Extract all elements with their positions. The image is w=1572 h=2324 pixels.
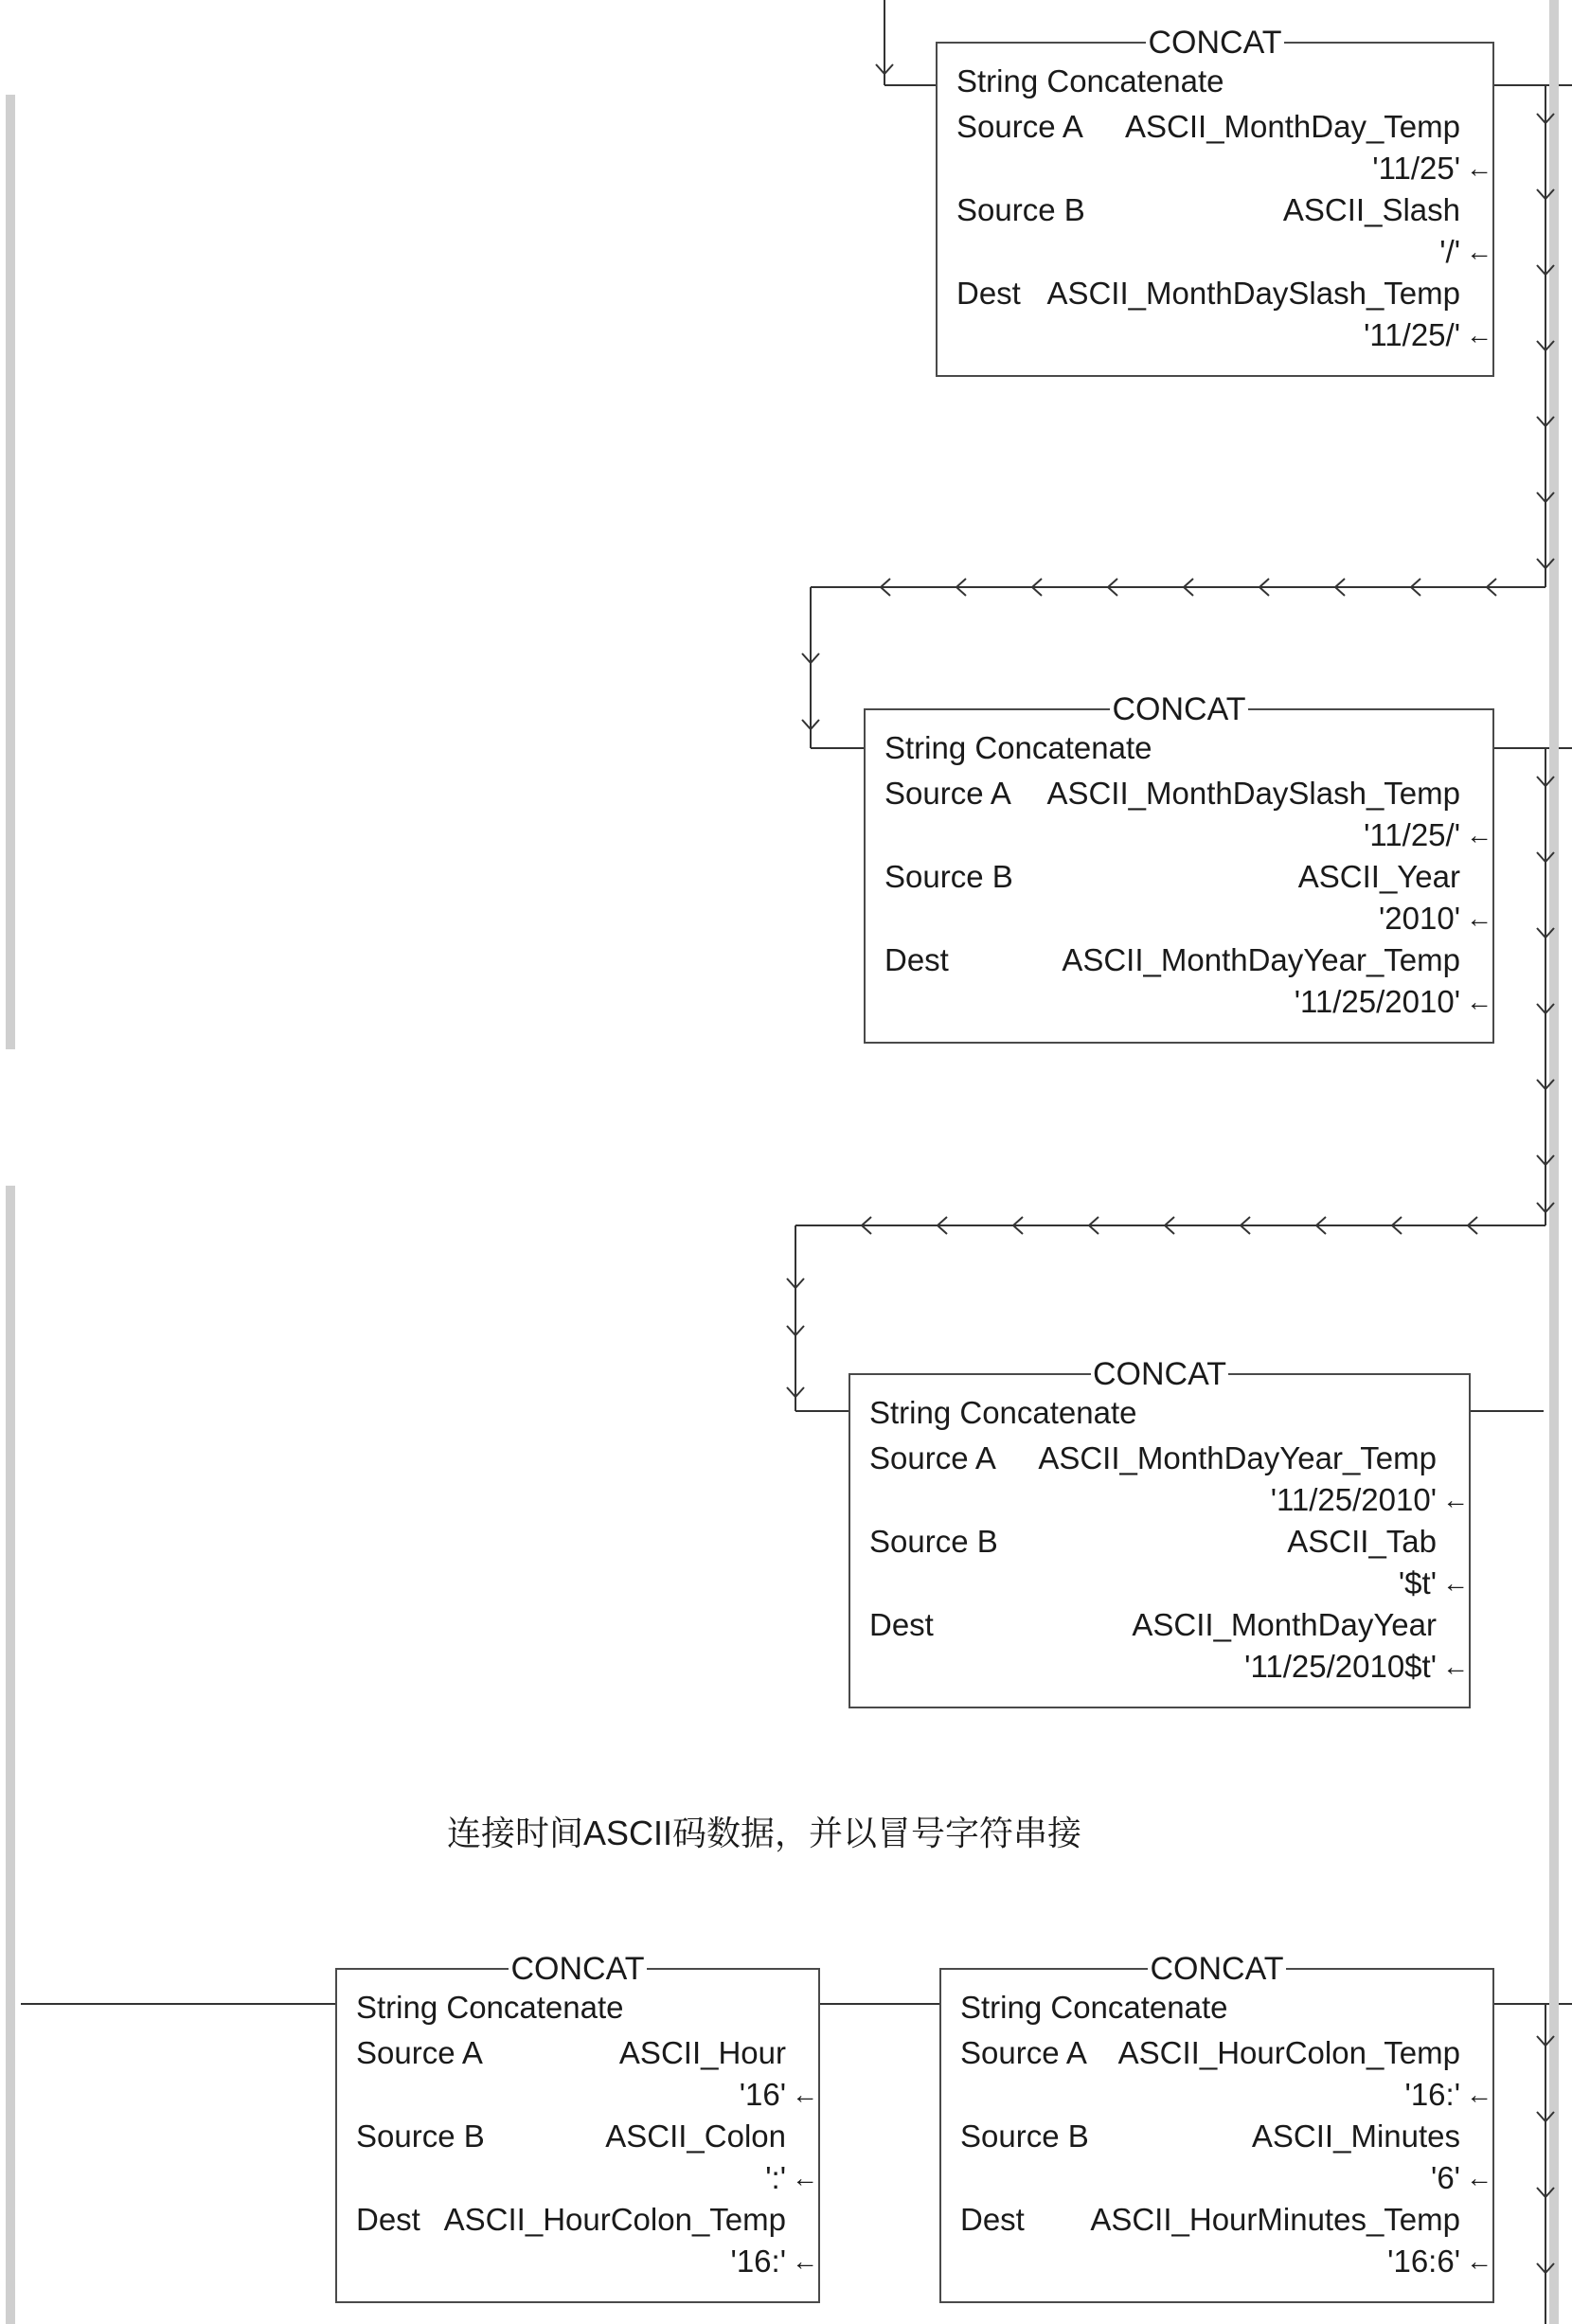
dest-label: Dest xyxy=(884,942,949,977)
source-b-label: Source B xyxy=(884,859,1013,894)
source-a-label: Source A xyxy=(869,1440,996,1475)
block-subtitle: String Concatenate xyxy=(884,730,1152,765)
source-a-tag[interactable]: ASCII_MonthDayYear_Temp xyxy=(1038,1440,1437,1475)
source-a-label: Source A xyxy=(884,776,1011,811)
block-title: CONCAT xyxy=(1112,691,1246,727)
dest-label: Dest xyxy=(960,2202,1025,2237)
source-b-tag[interactable]: ASCII_Slash xyxy=(1282,192,1460,227)
concat-block[interactable] xyxy=(939,1951,1494,2303)
source-b-tag[interactable]: ASCII_Year xyxy=(1297,859,1460,894)
left-arrow-icon: ← xyxy=(792,2246,818,2276)
source-b-row xyxy=(356,2116,786,2157)
dest-row xyxy=(956,273,1460,314)
dest-row xyxy=(960,2199,1460,2241)
source-b-tag[interactable]: ASCII_Colon xyxy=(605,2118,786,2154)
source-a-tag[interactable]: ASCII_MonthDay_Temp xyxy=(1125,109,1460,144)
source-b-tag[interactable]: ASCII_Minutes xyxy=(1251,2118,1460,2154)
concat-block[interactable] xyxy=(849,1356,1471,1708)
dest-value: '11/25/2010' xyxy=(1294,984,1460,1019)
source-a-row xyxy=(356,2032,786,2074)
dest-row xyxy=(356,2199,786,2241)
source-a-row xyxy=(960,2032,1460,2074)
dest-tag[interactable]: ASCII_HourMinutes_Temp xyxy=(1090,2202,1460,2237)
dest-label: Dest xyxy=(869,1607,934,1642)
dest-row xyxy=(869,1604,1437,1646)
source-b-value: '2010' xyxy=(1378,901,1460,936)
source-b-value: '6' xyxy=(1431,2160,1460,2195)
dest-value: '16:' xyxy=(730,2244,786,2279)
source-a-label: Source A xyxy=(356,2035,483,2070)
block-title: CONCAT xyxy=(510,1951,645,1987)
source-a-value: '11/25/' xyxy=(1364,817,1460,852)
dest-value: '16:6' xyxy=(1387,2244,1460,2279)
dest-value: '11/25/2010$t' xyxy=(1244,1649,1437,1684)
concat-block[interactable] xyxy=(864,691,1494,1044)
source-b-value: '/' xyxy=(1439,234,1460,269)
source-a-value: '16:' xyxy=(1404,2077,1460,2112)
source-b-label: Source B xyxy=(956,192,1085,227)
dest-tag[interactable]: ASCII_MonthDayYear_Temp xyxy=(1062,942,1460,977)
source-b-value: ':' xyxy=(765,2160,786,2195)
left-arrow-icon: ← xyxy=(1466,2080,1492,2109)
dest-label: Dest xyxy=(956,276,1021,311)
source-b-tag[interactable]: ASCII_Tab xyxy=(1287,1524,1437,1559)
block-subtitle: String Concatenate xyxy=(356,1990,624,2025)
left-arrow-icon: ← xyxy=(1466,987,1492,1016)
source-a-tag[interactable]: ASCII_Hour xyxy=(618,2035,786,2070)
left-arrow-icon: ← xyxy=(1466,320,1492,349)
source-b-row xyxy=(869,1521,1437,1563)
source-a-value: '11/25/2010' xyxy=(1270,1482,1437,1517)
source-a-tag[interactable]: ASCII_MonthDaySlash_Temp xyxy=(1046,776,1460,811)
block-title: CONCAT xyxy=(1148,25,1282,61)
source-b-row xyxy=(956,189,1460,231)
source-b-label: Source B xyxy=(869,1524,998,1559)
rung-comment: 连接时间ASCII码数据，并以冒号字符串接 xyxy=(447,1814,1082,1852)
left-arrow-icon: ← xyxy=(1466,820,1492,849)
left-arrow-icon: ← xyxy=(1442,1485,1469,1514)
left-arrow-icon: ← xyxy=(1466,903,1492,933)
dest-value: '11/25/' xyxy=(1364,317,1460,352)
source-b-label: Source B xyxy=(960,2118,1089,2154)
source-a-tag[interactable]: ASCII_HourColon_Temp xyxy=(1117,2035,1460,2070)
dest-tag[interactable]: ASCII_HourColon_Temp xyxy=(443,2202,786,2237)
source-a-label: Source A xyxy=(956,109,1083,144)
source-a-row xyxy=(956,106,1460,148)
left-arrow-icon: ← xyxy=(1466,2246,1492,2276)
left-arrow-icon: ← xyxy=(1466,2163,1492,2192)
source-a-value: '16' xyxy=(739,2077,786,2112)
dest-tag[interactable]: ASCII_MonthDayYear xyxy=(1132,1607,1437,1642)
concat-block[interactable] xyxy=(936,25,1494,377)
source-b-row xyxy=(960,2116,1460,2157)
source-a-value: '11/25' xyxy=(1372,151,1460,186)
left-arrow-icon: ← xyxy=(792,2163,818,2192)
left-arrow-icon: ← xyxy=(1466,153,1492,183)
block-title: CONCAT xyxy=(1150,1951,1284,1987)
block-title: CONCAT xyxy=(1092,1356,1227,1392)
source-b-value: '$t' xyxy=(1398,1565,1437,1600)
source-a-row xyxy=(884,773,1460,814)
left-arrow-icon: ← xyxy=(1442,1568,1469,1598)
left-arrow-icon: ← xyxy=(1442,1652,1469,1681)
left-arrow-icon: ← xyxy=(792,2080,818,2109)
source-b-row xyxy=(884,856,1460,898)
dest-label: Dest xyxy=(356,2202,420,2237)
dest-row xyxy=(884,939,1460,981)
left-arrow-icon: ← xyxy=(1466,237,1492,266)
concat-block[interactable] xyxy=(335,1951,820,2303)
block-subtitle: String Concatenate xyxy=(960,1990,1228,2025)
source-a-row xyxy=(869,1438,1437,1479)
source-b-label: Source B xyxy=(356,2118,485,2154)
dest-tag[interactable]: ASCII_MonthDaySlash_Temp xyxy=(1046,276,1460,311)
source-a-label: Source A xyxy=(960,2035,1087,2070)
block-subtitle: String Concatenate xyxy=(869,1395,1137,1430)
block-subtitle: String Concatenate xyxy=(956,63,1224,98)
